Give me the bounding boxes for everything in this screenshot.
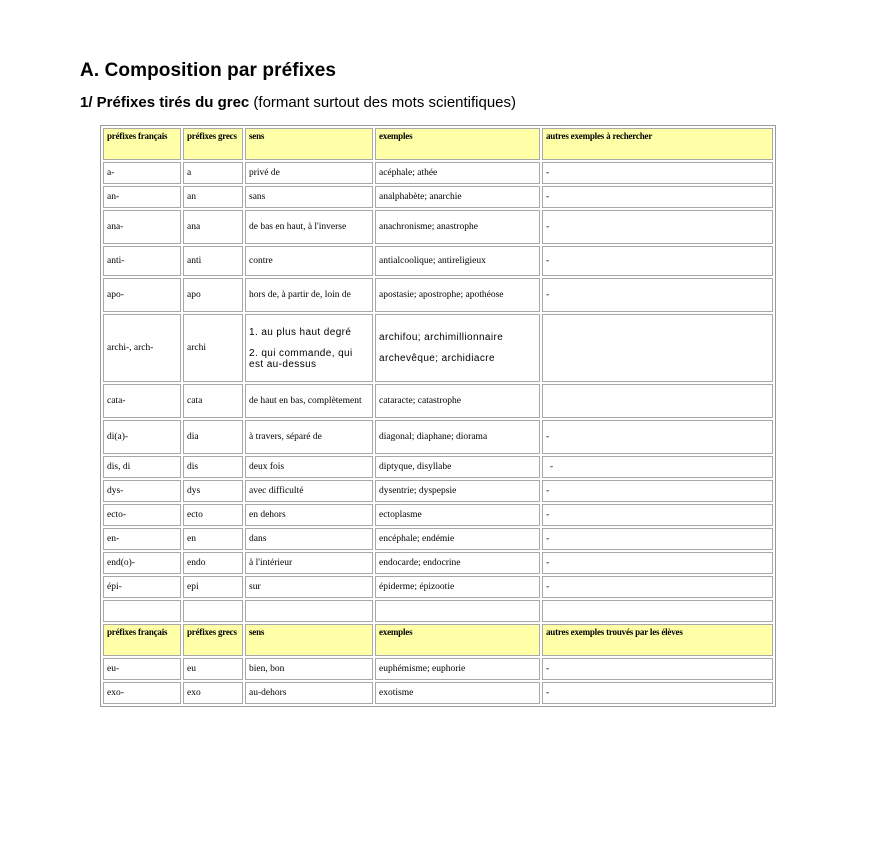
table-row (103, 456, 773, 478)
cell-exemples: ectoplasme (375, 504, 540, 526)
table-row (103, 682, 773, 704)
cell-prefix-fr: eu- (103, 658, 181, 680)
header-cell: autres exemples trouvés par les élèves (542, 624, 773, 656)
cell-prefix-fr: di(a)- (103, 420, 181, 454)
header-cell: préfixes français (103, 128, 181, 160)
cell-prefix-fr: dis, di (103, 456, 181, 478)
sens-line-1: 1. au plus haut degré (249, 326, 352, 338)
cell-prefix-fr: end(o)- (103, 552, 181, 574)
cell-prefix-gr: archi (183, 314, 243, 382)
table-row (103, 658, 773, 680)
cell-prefix-fr: exo- (103, 682, 181, 704)
cell-prefix-gr: a (183, 162, 243, 184)
cell-prefix-fr: an- (103, 186, 181, 208)
cell-sens: avec difficulté (245, 480, 373, 502)
cell-sens (245, 314, 373, 382)
table-row (103, 210, 773, 244)
table-row (103, 246, 773, 276)
cell-sens: à travers, séparé de (245, 420, 373, 454)
cell-sens: sur (245, 576, 373, 598)
cell-prefix-fr: ecto- (103, 504, 181, 526)
table-row (103, 278, 773, 312)
cell-prefix-gr: ana (183, 210, 243, 244)
cell-autres: - (542, 528, 773, 550)
cell-autres: - (542, 576, 773, 598)
header-cell: exemples (375, 624, 540, 656)
cell-exemples: dysentrie; dyspepsie (375, 480, 540, 502)
header-cell: sens (245, 624, 373, 656)
empty-row (103, 600, 773, 622)
subtitle-bold: 1/ Préfixes tirés du grec (80, 94, 250, 111)
table-row (103, 186, 773, 208)
cell-autres: - (542, 246, 773, 276)
cell-prefix-gr: dia (183, 420, 243, 454)
cell-prefix-gr: cata (183, 384, 243, 418)
cell-exemples: diagonal; diaphane; diorama (375, 420, 540, 454)
cell-prefix-fr: archi-, arch- (103, 314, 181, 382)
cell-sens: sans (245, 186, 373, 208)
cell-exemples: exotisme (375, 682, 540, 704)
cell-sens: hors de, à partir de, loin de (245, 278, 373, 312)
cell-prefix-fr: ana- (103, 210, 181, 244)
header-row (103, 128, 773, 160)
header-row (103, 624, 773, 656)
cell-sens: dans (245, 528, 373, 550)
header-cell: exemples (375, 128, 540, 160)
cell-exemples (375, 314, 540, 382)
cell-prefix-fr: en- (103, 528, 181, 550)
page-title: A. Composition par préfixes (80, 60, 337, 81)
cell-sens: en dehors (245, 504, 373, 526)
header-cell: préfixes grecs (183, 128, 243, 160)
cell-prefix-gr: dis (183, 456, 243, 478)
cell-sens: privé de (245, 162, 373, 184)
sens-line-2: 2. qui commande, qui est au-dessus (249, 347, 353, 370)
cell-autres: - (542, 504, 773, 526)
table-row (103, 480, 773, 502)
cell-prefix-gr: exo (183, 682, 243, 704)
cell-exemples: endocarde; endocrine (375, 552, 540, 574)
cell-prefix-fr: dys- (103, 480, 181, 502)
cell-autres: - (542, 552, 773, 574)
table-row (103, 162, 773, 184)
cell-sens: bien, bon (245, 658, 373, 680)
cell-prefix-gr: endo (183, 552, 243, 574)
cell-prefix-fr: a- (103, 162, 181, 184)
cell-prefix-fr: cata- (103, 384, 181, 418)
table-row (103, 384, 773, 418)
cell-autres: - (542, 278, 773, 312)
cell-sens: à l'intérieur (245, 552, 373, 574)
cell-exemples: cataracte; catastrophe (375, 384, 540, 418)
cell-autres: - (542, 480, 773, 502)
header-cell: préfixes français (103, 624, 181, 656)
header-cell: préfixes grecs (183, 624, 243, 656)
subtitle-normal: (formant surtout des mots scientifiques) (249, 94, 517, 111)
cell-exemples: épiderme; épizootie (375, 576, 540, 598)
prefix-table (100, 125, 776, 707)
cell-autres: - (542, 420, 773, 454)
table-row (103, 528, 773, 550)
section-subtitle (80, 94, 516, 111)
cell-exemples: acéphale; athée (375, 162, 540, 184)
cell-exemples: antialcoolique; antireligieux (375, 246, 540, 276)
cell-prefix-fr: anti- (103, 246, 181, 276)
cell-sens: au-dehors (245, 682, 373, 704)
cell-sens: deux fois (245, 456, 373, 478)
cell-exemples: anachronisme; anastrophe (375, 210, 540, 244)
cell-exemples: apostasie; apostrophe; apothéose (375, 278, 540, 312)
cell-prefix-fr: apo- (103, 278, 181, 312)
cell-exemples: diptyque, disyllabe (375, 456, 540, 478)
cell-prefix-gr: en (183, 528, 243, 550)
cell-sens: de haut en bas, complètement (245, 384, 373, 418)
cell-autres: - (542, 456, 773, 478)
cell-sens: contre (245, 246, 373, 276)
cell-autres: - (542, 682, 773, 704)
cell-prefix-gr: dys (183, 480, 243, 502)
exemples-line-1: archifou; archimillionnaire (379, 332, 504, 343)
cell-prefix-gr: ecto (183, 504, 243, 526)
cell-autres: - (542, 162, 773, 184)
table-row (103, 552, 773, 574)
cell-prefix-gr: apo (183, 278, 243, 312)
cell-prefix-gr: an (183, 186, 243, 208)
cell-exemples: euphémisme; euphorie (375, 658, 540, 680)
cell-autres (542, 314, 773, 382)
table-row (103, 420, 773, 454)
table-row (103, 314, 773, 382)
table-row (103, 576, 773, 598)
cell-sens: de bas en haut, à l'inverse (245, 210, 373, 244)
header-cell: sens (245, 128, 373, 160)
cell-autres: - (542, 658, 773, 680)
exemples-line-2: archevêque; archidiacre (379, 353, 495, 364)
table-row (103, 504, 773, 526)
cell-exemples: encéphale; endémie (375, 528, 540, 550)
cell-prefix-gr: anti (183, 246, 243, 276)
cell-autres: - (542, 186, 773, 208)
cell-autres: - (542, 210, 773, 244)
cell-prefix-gr: eu (183, 658, 243, 680)
header-cell: autres exemples à rechercher (542, 128, 773, 160)
cell-prefix-gr: epi (183, 576, 243, 598)
cell-exemples: analphabète; anarchie (375, 186, 540, 208)
cell-prefix-fr: épi- (103, 576, 181, 598)
cell-autres (542, 384, 773, 418)
